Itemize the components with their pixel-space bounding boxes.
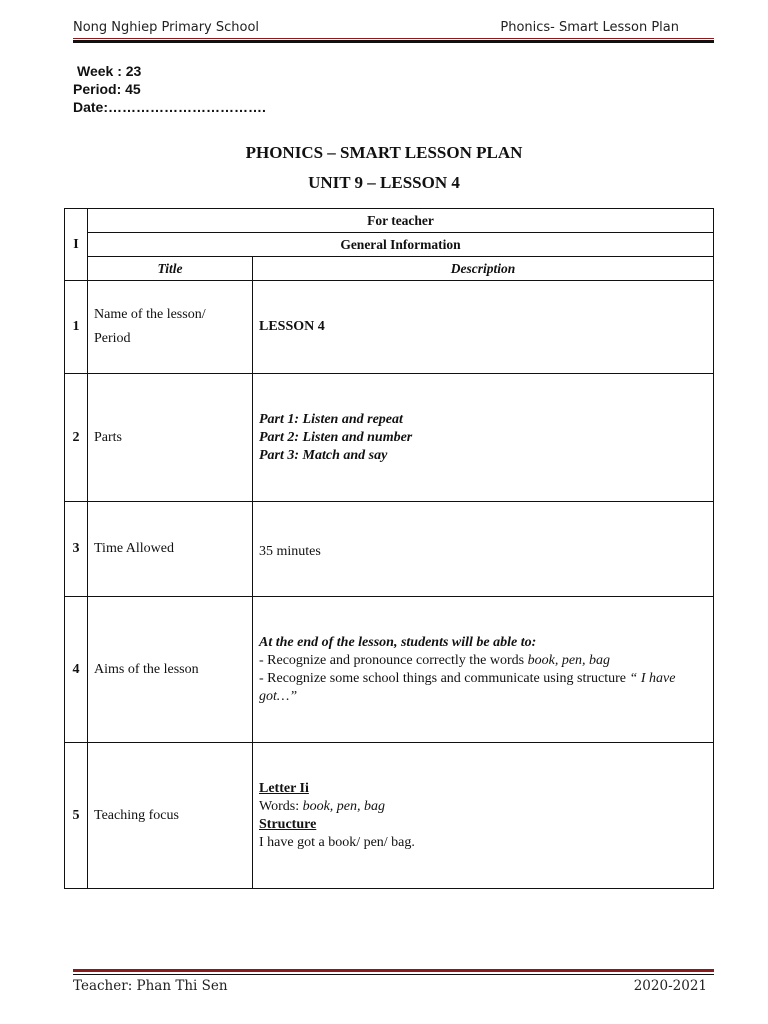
lesson-meta [73, 62, 266, 116]
school-year: 2020-2021 [633, 978, 707, 994]
aims-item-text: - Recognize and pronounce correctly the words [259, 652, 528, 668]
period-label: Period: 45 [73, 81, 141, 97]
row-number: 1 [65, 281, 88, 374]
unit-lesson-title: UNIT 9 – LESSON 4 [308, 173, 460, 192]
structure-label: Structure [259, 816, 317, 832]
row-number: 3 [65, 502, 88, 597]
words-value: book, pen, bag [302, 798, 386, 814]
table-row [65, 374, 714, 502]
document-type: Phonics- Smart Lesson Plan [500, 20, 679, 35]
aims-item [259, 670, 707, 706]
row-description [253, 502, 714, 597]
page-footer [73, 978, 707, 994]
for-teacher-heading: For teacher [88, 209, 714, 233]
aims-item-words: book, pen, bag [527, 652, 611, 668]
general-information-heading: General Information [88, 233, 714, 257]
row-title: Teaching focus [88, 743, 253, 889]
teacher-name: Teacher: Phan Thi Sen [73, 978, 228, 994]
column-header-row [65, 257, 714, 281]
row-title-line: Period [94, 331, 131, 346]
section-number: I [65, 209, 88, 281]
time-allowed-value: 35 minutes [259, 544, 321, 559]
table-row [65, 743, 714, 889]
row-number: 4 [65, 597, 88, 743]
part-item: Part 2: Listen and number [259, 429, 413, 445]
aims-item-text: - Recognize some school things and communicate using structure [259, 670, 630, 686]
words-line [259, 798, 707, 816]
part-item: Part 3: Match and say [259, 447, 388, 463]
part-item: Part 1: Listen and repeat [259, 411, 403, 427]
row-number: 5 [65, 743, 88, 889]
school-name: Nong Nghiep Primary School [73, 20, 260, 35]
lesson-plan-table [64, 208, 714, 889]
row-description [253, 597, 714, 743]
row-title: Aims of the lesson [88, 597, 253, 743]
aims-item-structure: “ I have got…” [259, 670, 676, 704]
aims-item [259, 652, 707, 670]
lesson-name-value: LESSON 4 [259, 319, 325, 334]
table-row [65, 281, 714, 374]
document-title: PHONICS – SMART LESSON PLAN [245, 143, 523, 162]
date-label: Date:……………………………. [73, 99, 266, 115]
row-title: Time Allowed [88, 502, 253, 597]
row-title [88, 281, 253, 374]
table-row [65, 502, 714, 597]
row-number: 2 [65, 374, 88, 502]
row-title-line: Name of the lesson/ [94, 307, 206, 322]
table-header-row [65, 233, 714, 257]
footer-rule [73, 969, 714, 975]
column-header-title: Title [88, 257, 253, 281]
row-description [253, 374, 714, 502]
structure-value: I have got a book/ pen/ bag. [259, 834, 415, 850]
row-description [253, 743, 714, 889]
table-header-row [65, 209, 714, 233]
week-label: Week : 23 [77, 63, 142, 79]
words-label: Words: [259, 798, 303, 814]
row-description [253, 281, 714, 374]
aims-heading: At the end of the lesson, students will be able to: [259, 634, 537, 650]
letter-label: Letter Ii [259, 780, 309, 796]
row-title: Parts [88, 374, 253, 502]
column-header-description: Description [253, 257, 714, 281]
table-row [65, 597, 714, 743]
header-rule [73, 38, 714, 43]
